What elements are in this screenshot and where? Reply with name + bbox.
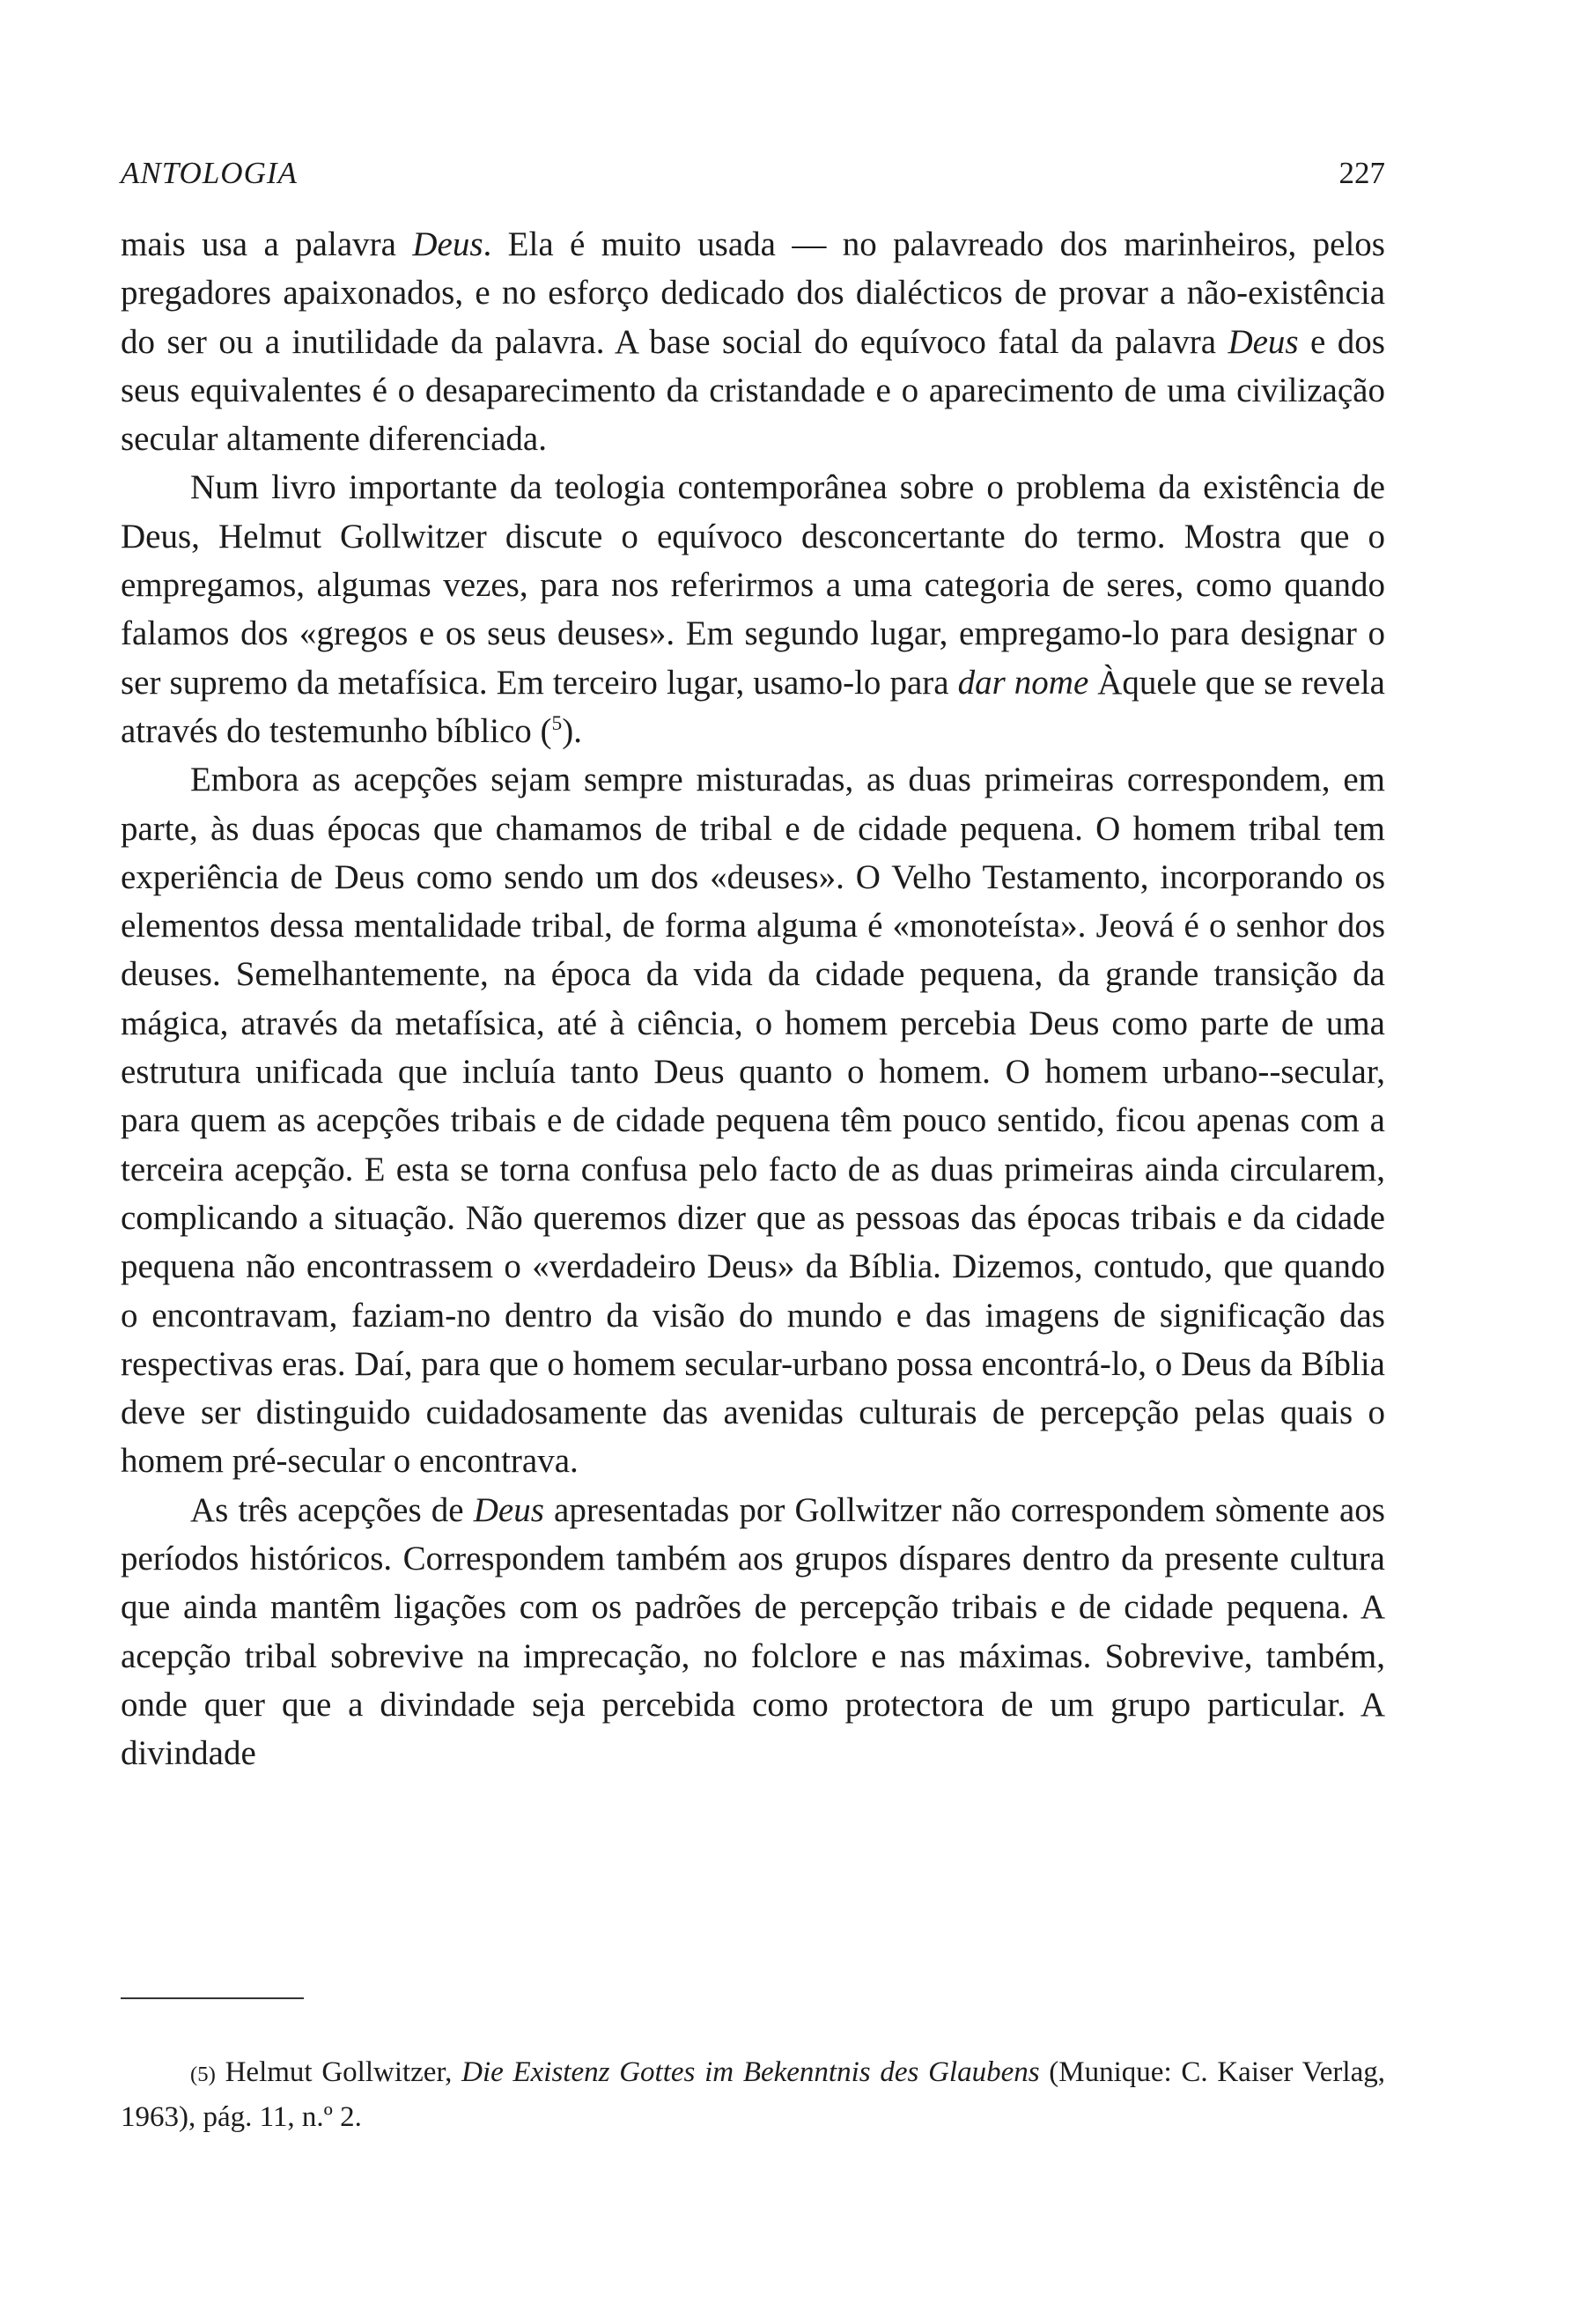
page-number: 227 (1338, 156, 1385, 190)
italic-text: Die Existenz Gottes im Bekenntnis des Glaubens (461, 2056, 1040, 2088)
paragraph (121, 1486, 1385, 1778)
italic-text: dar nome (957, 663, 1089, 702)
body-text (121, 220, 1385, 1778)
footnote-divider (121, 1997, 304, 1999)
text-run: Helmut Gollwitzer, (215, 2056, 462, 2088)
text-run: As três acepções de (190, 1490, 474, 1529)
text-run: (Munique: C. Kaiser Verlag, 1963), pág. 11, n.º 2. (121, 2056, 1385, 2133)
footnote-number: (5) (190, 2063, 216, 2086)
running-title: ANTOLOGIA (121, 156, 298, 190)
footnotes (121, 2051, 1385, 2138)
footnote (121, 2051, 1385, 2138)
paragraph (121, 220, 1385, 463)
text-run: . Ela é muito usada — no palavreado dos marinheiros, pelos pregadores apaixonados, e no esforço dedicado dos dialécticos de provar a não-existência do ser ou a inutilidade da palavra. A base social do equívoco fatal da palavra (121, 225, 1385, 361)
running-header (121, 151, 1385, 195)
text-run: mais usa a palavra (121, 225, 413, 263)
text-run: apresentadas por Gollwitzer não correspondem sòmente aos períodos históricos. Correspondem também aos grupos díspares dentro da presente cultura que ainda mantêm ligações com os padrões de percepção tribais e de cidade pequena. A acepção tribal sobrevive na imprecação, no folclore e nas máximas. Sobrevive, também, onde quer que a divindade seja percebida como protectora de um grupo particular. A divindade (121, 1490, 1385, 1773)
text-run: e dos seus equivalentes é o desaparecimento da cristandade e o aparecimento de uma civilização secular altamente diferenciada. (121, 322, 1385, 459)
text-run: ). (562, 711, 582, 750)
italic-text: Deus (473, 1490, 544, 1529)
italic-text: Deus (1228, 322, 1299, 361)
footnote-reference: 5 (551, 711, 563, 735)
text-run: Embora as acepções sejam sempre misturadas, as duas primeiras correspondem, em parte, às duas épocas que chamamos de tribal e de cidade pequena. O homem tribal tem experiência de Deus como sendo um dos «deuses». O Velho Testamento, incorporando os elementos dessa mentalidade tribal, de forma alguma é «monoteísta». Jeová é o senhor dos deuses. Semelhantemente, na época da vida da cidade pequena, da grande transição da mágica, através da metafísica, até à ciência, o homem percebia Deus como parte de uma estrutura unificada que incluía tanto Deus quanto o homem. O homem urbano--secular, para quem as acepções tribais e de cidade pequena têm pouco sentido, ficou apenas com a terceira acepção. E esta se torna confusa pelo facto de as duas primeiras ainda circularem, complicando a situação. Não queremos dizer que as pessoas das épocas tribais e da cidade pequena não encontrassem o «verdadeiro Deus» da Bíblia. Dizemos, contudo, que quando o encontravam, faziam-no dentro da visão do mundo e das imagens de significação das respectivas eras. Daí, para que o homem secular-urbano possa encontrá-lo, o Deus da Bíblia deve ser distinguido cuidadosamente das avenidas culturais de percepção pelas quais o homem pré-secular o encontrava. (121, 761, 1385, 1481)
text-run: Num livro importante da teologia contemporânea sobre o problema da existência de Deus, Helmut Gollwitzer discute o equívoco desconcertante do termo. Mostra que o empregamos, algumas vezes, para nos referirmos a uma categoria de seres, como quando falamos dos «gregos e os seus deuses». Em segundo lugar, empregamo-lo para designar o ser supremo da metafísica. Em terceiro lugar, usamo-lo para (121, 468, 1385, 702)
italic-text: Deus (412, 225, 483, 263)
paragraph (121, 463, 1385, 755)
paragraph (121, 755, 1385, 1485)
text-run: Àquele que se revela através do testemunho bíblico ( (121, 663, 1385, 750)
